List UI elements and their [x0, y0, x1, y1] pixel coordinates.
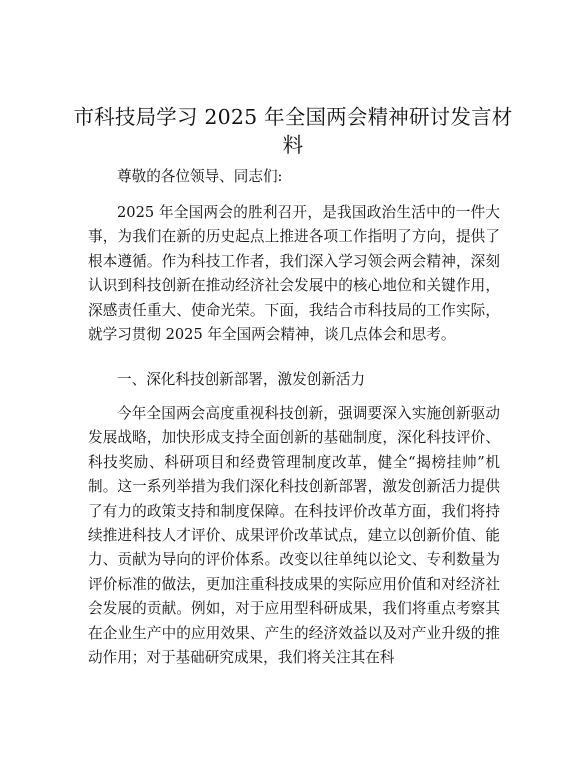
salutation: 尊敬的各位领导、同志们:: [117, 168, 283, 185]
intro-paragraph: 2025 年全国两会的胜利召开，是我国政治生活中的一件大事，为我们在新的历史起点上推进各项工作指明了方向，提供了根本遵循。作为科技工作者，我们深入学习领会两会精神，深刻认识到科技创新在推动经济社会发展中的核心地位和关键作用，深感责任重大、使命光荣。下面，我结合市科技局的工作实际，就学习贯彻 2025 年全国两会精神，谈几点体会和思考。: [88, 204, 500, 344]
section-1-paragraph: 今年全国两会高度重视科技创新，强调要深入实施创新驱动发展战略，加快形成支持全面创新的基础制度，深化科技评价、科技奖励、科研项目和经费管理制度改革，健全“揭榜挂帅”机制。这一系列举措为我们深化科技创新部署，激发创新活力提供了有力的政策支持和制度保障。在科技评价改革方面，我们将持续推进科技人才评价、成果评价改革试点，建立以创新价值、能力、贡献为导向的评价体系。改变以往单纯以论文、专利数量为评价标准的做法，更加注重科技成果的实际应用价值和对经济社会发展的贡献。例如，对于应用型科研成果，我们将重点考察其在企业生产中的应用效果、产生的经济效益以及对产业升级的推动作用；对于基础研究成果，我们将关注其在科: [88, 405, 500, 667]
document-title: 市科技局学习 2025 年全国两会精神研讨发言材料: [73, 105, 513, 157]
section-heading-1: 一、深化科技创新部署，激发创新活力: [117, 371, 366, 388]
